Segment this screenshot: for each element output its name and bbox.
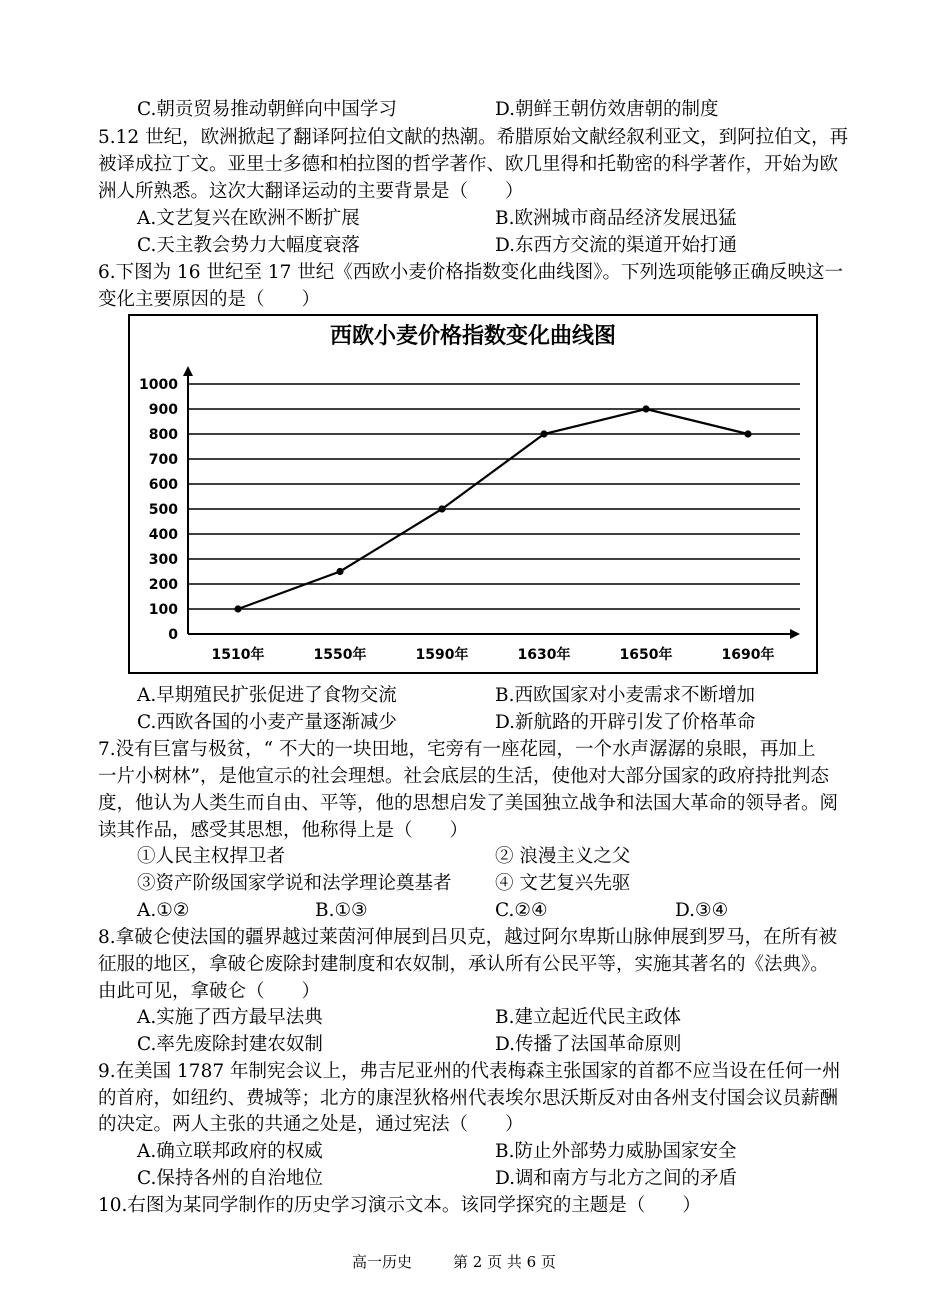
q6-stem-line: 6.下图为 16 世纪至 17 世纪《西欧小麦价格指数变化曲线图》。下列选项能够正确反映这一 (98, 262, 844, 283)
chart-canvas (130, 316, 816, 672)
q6-option-a: A.早期殖民扩张促进了食物交流 (137, 685, 397, 706)
q7-option-c: C.②④ (495, 900, 548, 921)
q9-option-b: B.防止外部势力威胁国家安全 (495, 1141, 737, 1162)
q5-option-d: D.东西方交流的渠道开始打通 (495, 235, 738, 256)
q5-stem-line: 被译成拉丁文。亚里士多德和柏拉图的哲学著作、欧几里得和托勒密的科学著作，开始为欧 (98, 154, 839, 175)
chart-title: 西欧小麦价格指数变化曲线图 (329, 324, 617, 349)
q4-option-d: D.朝鲜王朝仿效唐朝的制度 (495, 99, 719, 120)
y-tick-label: 500 (148, 502, 178, 518)
q6-option-c: C.西欧各国的小麦产量逐渐减少 (137, 712, 397, 733)
q5-option-a: A.文艺复兴在欧洲不断扩展 (137, 208, 360, 229)
data-point (642, 405, 649, 412)
y-tick-label: 1000 (139, 377, 178, 393)
x-tick-label: 1630年 (517, 647, 571, 663)
data-point (540, 430, 547, 437)
q9-stem-line: 的首府，如纽约、费城等；北方的康涅狄格州代表埃尔思沃斯反对由各州支付国会议员薪酬 (98, 1088, 839, 1109)
q9-stem-line: 的决定。两人主张的共通之处是，通过宪法（ ） (98, 1114, 524, 1135)
q4-option-c: C.朝贡贸易推动朝鲜向中国学习 (137, 99, 397, 120)
y-tick-label: 700 (148, 452, 178, 468)
q9-option-c: C.保持各州的自治地位 (137, 1168, 323, 1189)
q5-option-b: B.欧洲城市商品经济发展迅猛 (495, 208, 737, 229)
x-tick-label: 1590年 (415, 647, 469, 663)
data-point (234, 605, 241, 612)
q9-option-d: D.调和南方与北方之间的矛盾 (495, 1168, 738, 1189)
q7-stem-line: 一片小树林”，是他宣示的社会理想。社会底层的生活，使他对大部分国家的政府持批判态 (98, 766, 829, 787)
q5-stem-line: 5.12 世纪，欧洲掀起了翻译阿拉伯文献的热潮。希腊原始文献经叙利亚文，到阿拉伯文，再 (98, 127, 849, 148)
data-point (336, 568, 343, 575)
q7-stem-line: 读其作品，感受其思想，他称得上是（ ） (98, 820, 469, 841)
x-tick-label: 1650年 (619, 647, 673, 663)
y-tick-label: 400 (148, 527, 178, 543)
q10-stem: 10.右图为某同学制作的历史学习演示文本。该同学探究的主题是（ ） (98, 1195, 701, 1216)
q9-option-a: A.确立联邦政府的权威 (137, 1141, 323, 1162)
x-axis-arrow (790, 629, 800, 639)
q6-stem-line: 变化主要原因的是（ ） (98, 289, 321, 310)
q8-stem-line: 8.拿破仑使法国的疆界越过莱茵河伸展到吕贝克，越过阿尔卑斯山脉伸展到罗马，在所有被 (98, 927, 838, 948)
q6-option-d: D.新航路的开辟引发了价格革命 (495, 712, 756, 733)
y-axis-arrow (183, 366, 193, 376)
x-tick-label: 1510年 (211, 647, 265, 663)
footer-subject: 高一历史 (352, 1253, 413, 1271)
q9-stem-line: 9.在美国 1787 年制宪会议上，弗吉尼亚州的代表梅森主张国家的首都不应当设在任何一州 (98, 1061, 841, 1082)
q7-option-d: D.③④ (675, 900, 729, 921)
q7-item-1: ①人民主权捍卫者 (137, 846, 286, 867)
q7-item-4: ④ 文艺复兴先驱 (495, 873, 631, 894)
q7-option-a: A.①② (137, 900, 190, 921)
q7-stem-line: 度，他认为人类生而自由、平等，他的思想启发了美国独立战争和法国大革命的领导者。阅 (98, 793, 839, 814)
q8-option-a: A.实施了西方最早法典 (137, 1007, 323, 1028)
y-tick-label: 200 (148, 577, 178, 593)
q5-option-c: C.天主教会势力大幅度衰落 (137, 235, 360, 256)
q8-option-b: B.建立起近代民主政体 (495, 1007, 681, 1028)
data-point (438, 505, 445, 512)
y-tick-label: 900 (148, 402, 178, 418)
q6-option-b: B.西欧国家对小麦需求不断增加 (495, 685, 755, 706)
q7-option-b: B.①③ (315, 900, 368, 921)
y-tick-label: 300 (148, 552, 178, 568)
y-tick-label: 600 (148, 477, 178, 493)
q5-stem-line: 洲人所熟悉。这次大翻译运动的主要背景是（ ） (98, 181, 524, 202)
q8-stem-line: 由此可见，拿破仑（ ） (98, 981, 321, 1002)
y-tick-label: 100 (148, 602, 178, 618)
footer-page-number: 第 2 页 共 6 页 (453, 1253, 556, 1271)
y-tick-label: 800 (148, 427, 178, 443)
q7-item-3: ③资产阶级国家学说和法学理论奠基者 (137, 873, 452, 894)
q7-stem-line: 7.没有巨富与极贫，“ 不大的一块田地，宅旁有一座花园，一个水声潺潺的泉眼，再加上 (98, 739, 816, 760)
data-point (744, 430, 751, 437)
q8-stem-line: 征服的地区，拿破仑废除封建制度和农奴制，承认所有公民平等，实施其著名的《法典》。 (98, 954, 829, 975)
q7-item-2: ② 浪漫主义之父 (495, 846, 631, 867)
q8-option-c: C.率先废除封建农奴制 (137, 1034, 323, 1055)
wheat-price-chart (128, 314, 818, 674)
q8-option-d: D.传播了法国革命原则 (495, 1034, 682, 1055)
x-tick-label: 1690年 (721, 647, 775, 663)
y-tick-label: 0 (168, 627, 178, 643)
x-tick-label: 1550年 (313, 647, 367, 663)
